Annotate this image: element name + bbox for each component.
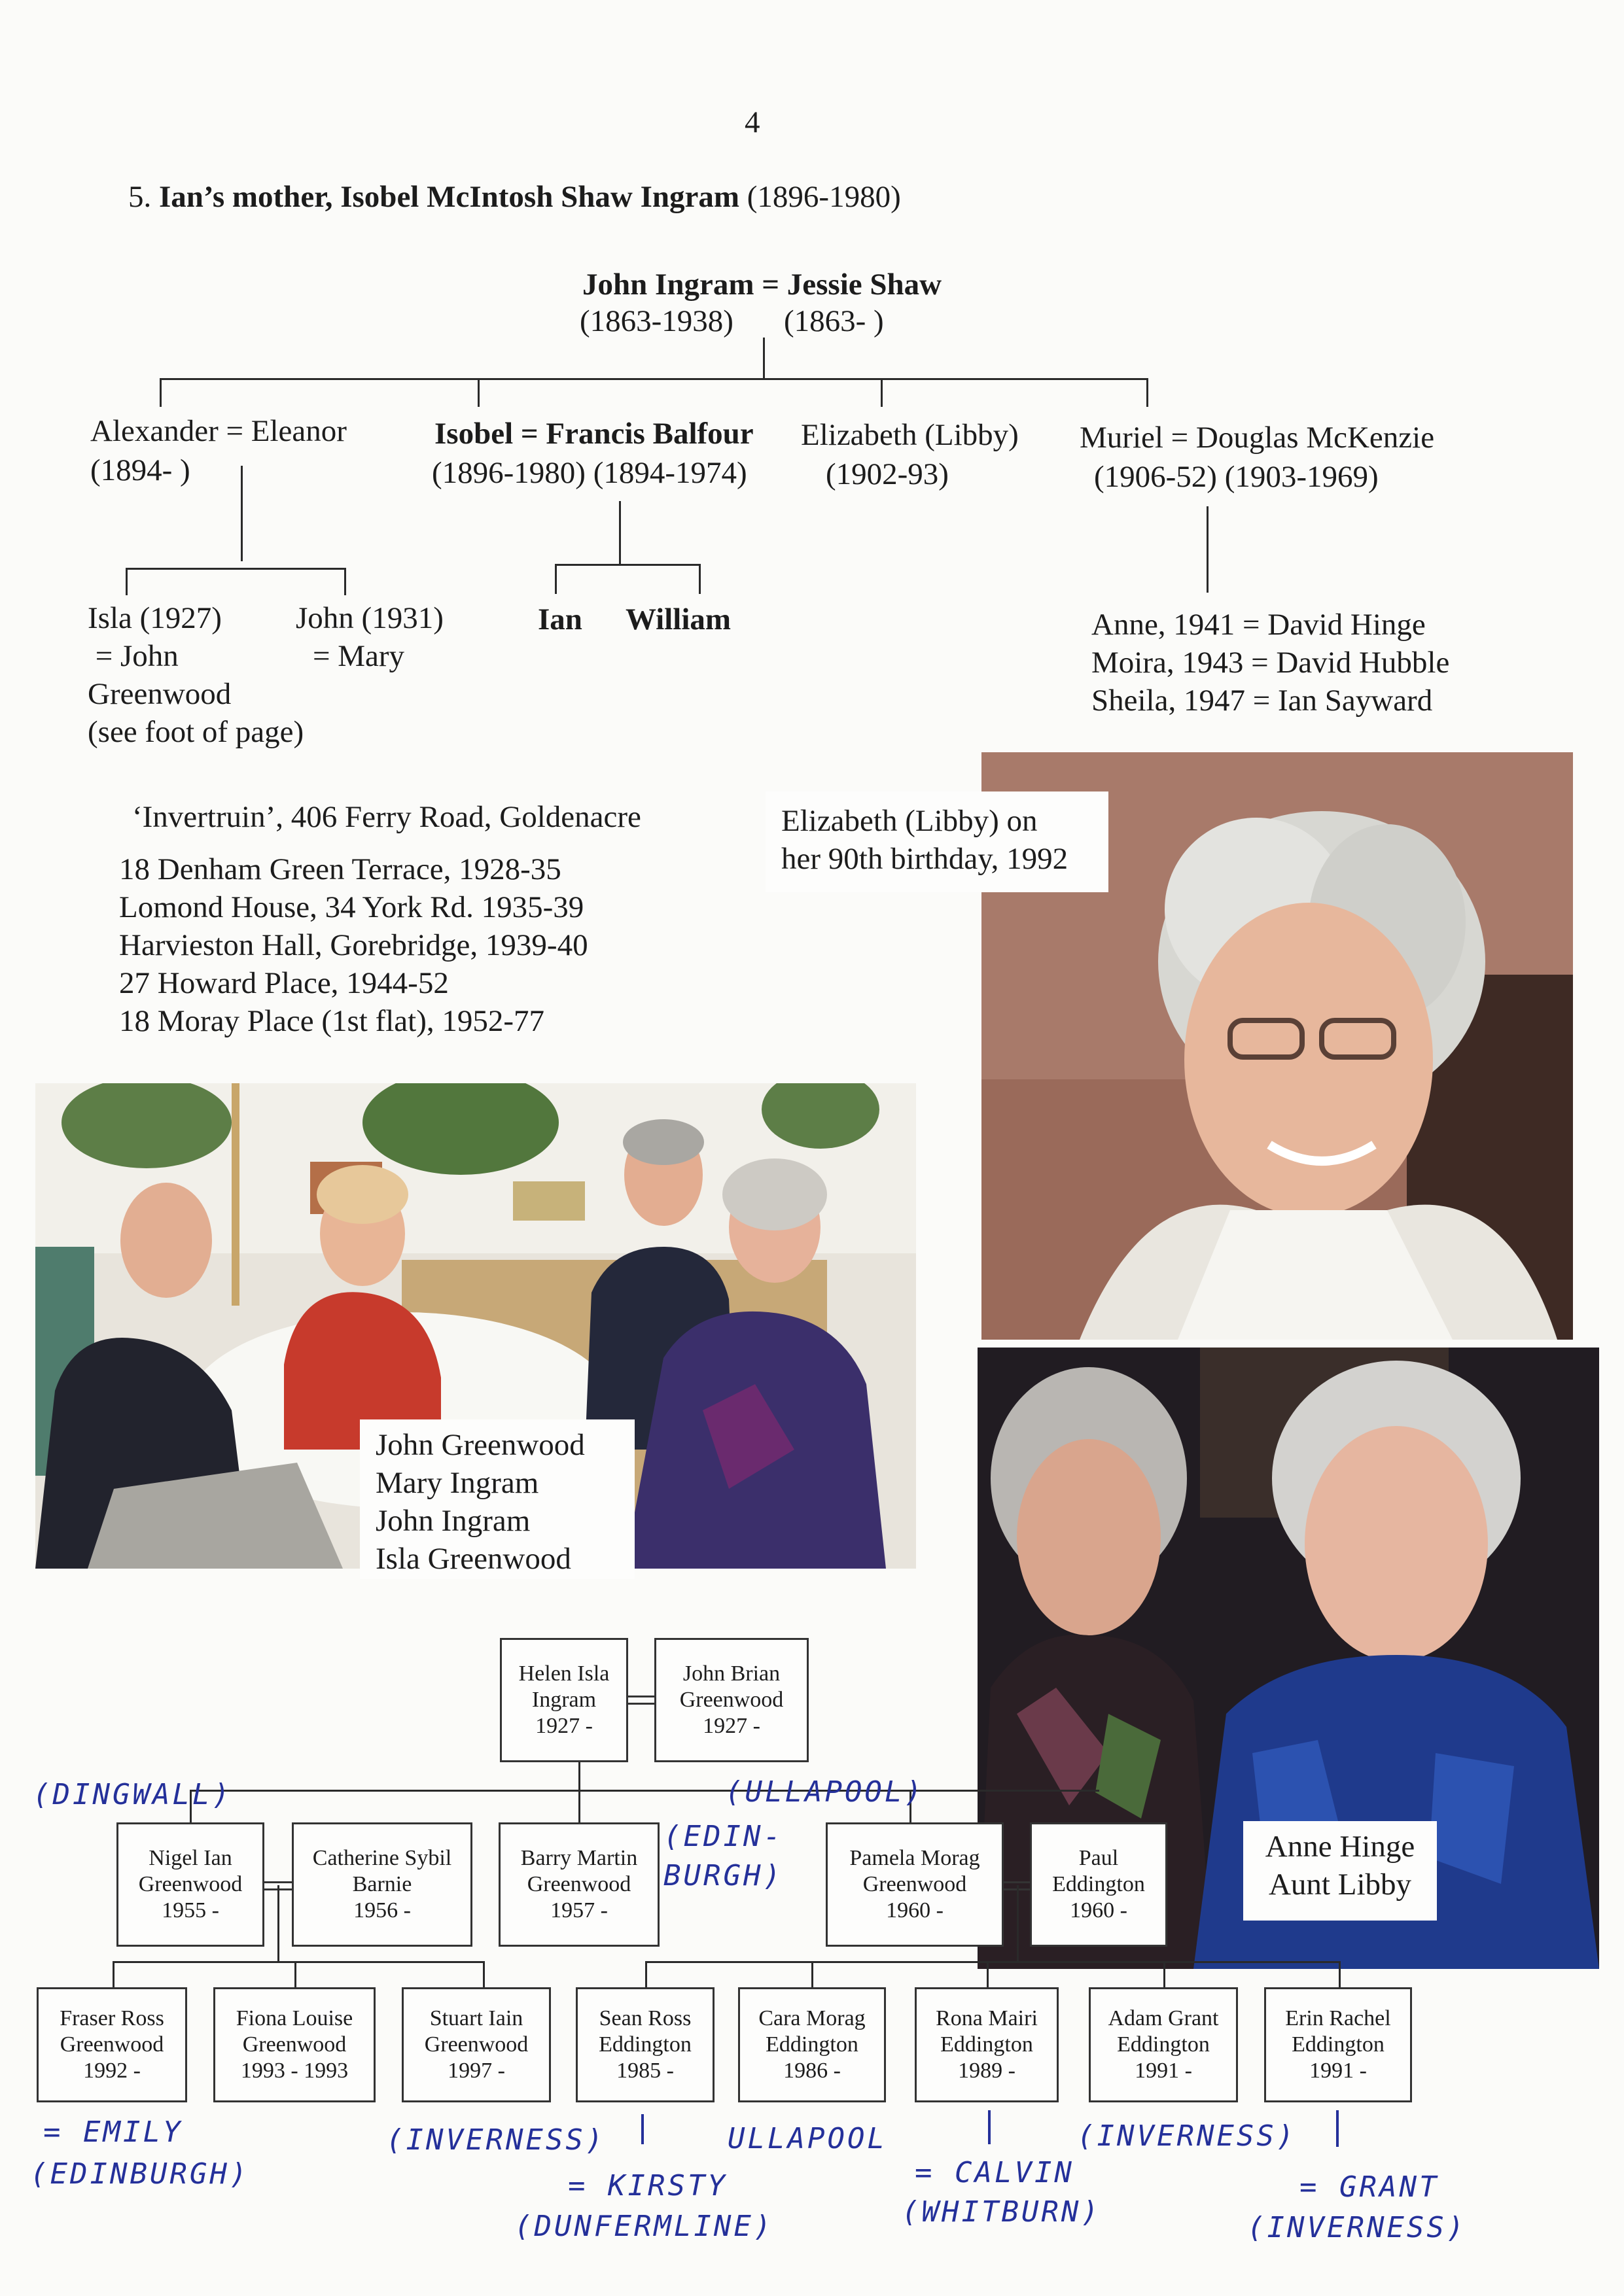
tree-top-dates-left: (1863-1938): [580, 304, 733, 338]
child-isobel-names: Isobel = Francis Balfour: [434, 417, 754, 451]
isla-line-1: Isla (1927): [88, 601, 222, 635]
tree-line: [645, 1961, 1340, 1963]
tree-box: [915, 1987, 1059, 2102]
tree-line: [987, 1961, 989, 1987]
box-line: 1960 -: [1070, 1898, 1127, 1922]
isobel-child-ian: Ian: [538, 602, 582, 636]
box-line: 1955 -: [162, 1898, 219, 1922]
box-line: Eddington: [599, 2032, 692, 2057]
child-isobel-dates: (1896-1980) (1894-1974): [432, 456, 747, 490]
box-line: 1957 -: [550, 1898, 608, 1922]
tree-line: [1146, 378, 1148, 407]
box-line: Catherine Sybil: [312, 1846, 452, 1870]
box-line: Eddington: [766, 2032, 858, 2057]
tree-box: [1030, 1822, 1167, 1947]
box-line: Greenwood: [138, 1872, 243, 1896]
caption-libby: [766, 791, 1108, 892]
handwritten-note: (INVERNESS): [386, 2123, 606, 2157]
box-line: Pamela Morag: [849, 1846, 980, 1870]
child-muriel-dates: (1906-52) (1903-1969): [1094, 460, 1379, 494]
tree-box: [654, 1638, 809, 1762]
box-line: 1960 -: [886, 1898, 944, 1922]
caption-libby-line: her 90th birthday, 1992: [781, 842, 1068, 876]
tree-line: [881, 378, 883, 407]
tree-box: [826, 1822, 1004, 1947]
handwritten-note: = EMILY: [43, 2115, 183, 2149]
address-item: Harvieston Hall, Gorebridge, 1939-40: [119, 928, 588, 962]
caption-group-line: Isla Greenwood: [376, 1542, 571, 1576]
tree-line: [277, 1885, 279, 1962]
tree-line: [645, 1961, 647, 1987]
heading-title: Ian’s mother, Isobel McIntosh Shaw Ingram: [159, 180, 740, 214]
box-line: Paul: [1078, 1846, 1119, 1870]
tree-box: [1264, 1987, 1412, 2102]
tree-line: [619, 501, 621, 564]
page-number: 4: [745, 105, 760, 139]
box-line: 1993 - 1993: [240, 2059, 349, 2083]
child-elizabeth-names: Elizabeth (Libby): [801, 418, 1019, 452]
handwritten-note: (ULLAPOOL): [725, 1775, 925, 1809]
handwritten-note: ULLAPOOL: [728, 2122, 887, 2155]
tree-line: [478, 378, 480, 407]
box-line: Greenwood: [60, 2032, 164, 2057]
box-line: Eddington: [1052, 1872, 1145, 1896]
box-line: 1985 -: [616, 2059, 674, 2083]
box-line: 1997 -: [448, 2059, 505, 2083]
tree-line: [160, 378, 1148, 380]
tree-line: [113, 1961, 484, 1963]
box-line: Fiona Louise: [236, 2006, 353, 2030]
john-line-1: John (1931): [296, 601, 444, 635]
caption-group: [360, 1419, 635, 1579]
tree-box: [116, 1822, 264, 1947]
child-alexander-dates: (1894- ): [90, 453, 190, 487]
tree-line: [578, 1762, 580, 1791]
box-line: Greenwood: [862, 1872, 967, 1896]
handwritten-note: = CALVIN: [915, 2156, 1074, 2189]
handwritten-note: (INVERNESS): [1247, 2211, 1467, 2244]
caption-group-line: John Greenwood: [376, 1428, 585, 1462]
tree-line: [241, 466, 243, 561]
box-line: Ingram: [531, 1688, 597, 1712]
box-line: Sean Ross: [599, 2006, 692, 2030]
tree-box: [499, 1822, 660, 1947]
tree-line: [811, 1961, 813, 1987]
handwritten-note: = KIRSTY: [568, 2169, 728, 2202]
address-first: ‘Invertruin’, 406 Ferry Road, Goldenacre: [132, 800, 641, 834]
box-line: 1956 -: [353, 1898, 411, 1922]
box-line: Eddington: [1292, 2032, 1385, 2057]
tree-line: [160, 378, 162, 407]
tree-line: [190, 1790, 1099, 1792]
tree-line: [126, 568, 128, 595]
child-alexander-names: Alexander = Eleanor: [90, 414, 347, 448]
section-heading: [128, 178, 901, 216]
box-line: Barnie: [352, 1872, 412, 1896]
box-line: 1927 -: [703, 1714, 760, 1738]
box-line: Erin Rachel: [1285, 2006, 1391, 2030]
tree-line: [1017, 1885, 1019, 1962]
box-line: Barry Martin: [520, 1846, 638, 1870]
tree-top-dates-right: (1863- ): [784, 304, 884, 338]
box-line: Eddington: [940, 2032, 1033, 2057]
box-line: 1992 -: [83, 2059, 141, 2083]
box-line: Greenwood: [679, 1688, 784, 1712]
box-line: Cara Morag: [758, 2006, 866, 2030]
box-line: Greenwood: [424, 2032, 529, 2057]
tree-line: [1163, 1961, 1165, 1987]
child-elizabeth-dates: (1902-93): [826, 457, 949, 491]
muriel-child-moira: Moira, 1943 = David Hubble: [1091, 646, 1450, 680]
tree-box: [738, 1987, 886, 2102]
box-line: 1986 -: [783, 2059, 841, 2083]
tree-line: [483, 1961, 485, 1987]
tree-box: [576, 1987, 715, 2102]
handwritten-note: (INVERNESS): [1077, 2119, 1297, 2153]
heading-number: 5.: [128, 180, 152, 214]
box-line: 1989 -: [958, 2059, 1015, 2083]
tree-line: [555, 564, 700, 566]
handwritten-stroke: [988, 2110, 991, 2144]
handwritten-note: (DINGWALL): [33, 1778, 232, 1811]
tree-line: [578, 1790, 580, 1822]
handwritten-stroke: [1336, 2110, 1339, 2147]
marriage-link: [628, 1696, 654, 1705]
tree-box: [500, 1638, 628, 1762]
tree-line: [699, 564, 701, 594]
tree-line: [113, 1961, 115, 1987]
tree-box: [292, 1822, 472, 1947]
isla-line-3: Greenwood: [88, 677, 232, 711]
caption-group-line: Mary Ingram: [376, 1466, 539, 1500]
box-line: Adam Grant: [1108, 2006, 1219, 2030]
box-line: Greenwood: [527, 1872, 631, 1896]
caption-pair: [1243, 1821, 1437, 1921]
tree-line: [344, 568, 346, 595]
caption-libby-line: Elizabeth (Libby) on: [781, 804, 1038, 838]
muriel-child-anne: Anne, 1941 = David Hinge: [1091, 608, 1426, 642]
address-item: Lomond House, 34 York Rd. 1935-39: [119, 890, 584, 924]
address-item: 27 Howard Place, 1944-52: [119, 966, 449, 1000]
tree-box: [1089, 1987, 1238, 2102]
box-line: Nigel Ian: [149, 1846, 232, 1870]
address-item: 18 Moray Place (1st flat), 1952-77: [119, 1004, 545, 1038]
handwritten-note: (EDINBURGH): [30, 2157, 250, 2191]
caption-pair-line: Anne Hinge: [1265, 1830, 1415, 1864]
john-line-2: = Mary: [313, 639, 405, 673]
isla-line-4: (see foot of page): [88, 715, 304, 749]
isla-line-2: = John: [88, 639, 179, 673]
box-line: 1991 -: [1135, 2059, 1192, 2083]
tree-line: [1339, 1961, 1341, 1987]
child-muriel-names: Muriel = Douglas McKenzie: [1080, 421, 1435, 455]
handwritten-note: (DUNFERMLINE): [514, 2210, 774, 2243]
tree-box: [402, 1987, 551, 2102]
address-item: 18 Denham Green Terrace, 1928-35: [119, 852, 561, 886]
tree-line: [294, 1961, 296, 1987]
handwritten-note: = GRANT: [1299, 2170, 1439, 2204]
tree-line: [126, 568, 345, 570]
box-line: Eddington: [1117, 2032, 1210, 2057]
heading-dates: (1896-1980): [747, 180, 901, 214]
box-line: Rona Mairi: [936, 2006, 1038, 2030]
box-line: 1991 -: [1309, 2059, 1367, 2083]
box-line: Helen Isla: [518, 1661, 610, 1686]
box-line: Stuart Iain: [429, 2006, 523, 2030]
caption-pair-line: Aunt Libby: [1268, 1868, 1412, 1902]
tree-line: [1207, 506, 1209, 593]
tree-line: [555, 564, 557, 594]
box-line: Greenwood: [242, 2032, 347, 2057]
tree-box: [213, 1987, 376, 2102]
handwritten-note: (EDIN-: [663, 1820, 783, 1853]
tree-line: [763, 338, 765, 379]
isobel-child-william: William: [626, 602, 732, 636]
box-line: Fraser Ross: [60, 2006, 164, 2030]
handwritten-stroke: [641, 2114, 644, 2144]
tree-top-names: John Ingram = Jessie Shaw: [582, 268, 942, 302]
handwritten-note: BURGH): [663, 1859, 783, 1892]
muriel-child-sheila: Sheila, 1947 = Ian Sayward: [1091, 684, 1433, 718]
handwritten-note: (WHITBURN): [902, 2195, 1101, 2229]
caption-group-line: John Ingram: [376, 1504, 531, 1538]
box-line: 1927 -: [535, 1714, 593, 1738]
box-line: John Brian: [682, 1661, 781, 1686]
tree-box: [37, 1987, 187, 2102]
